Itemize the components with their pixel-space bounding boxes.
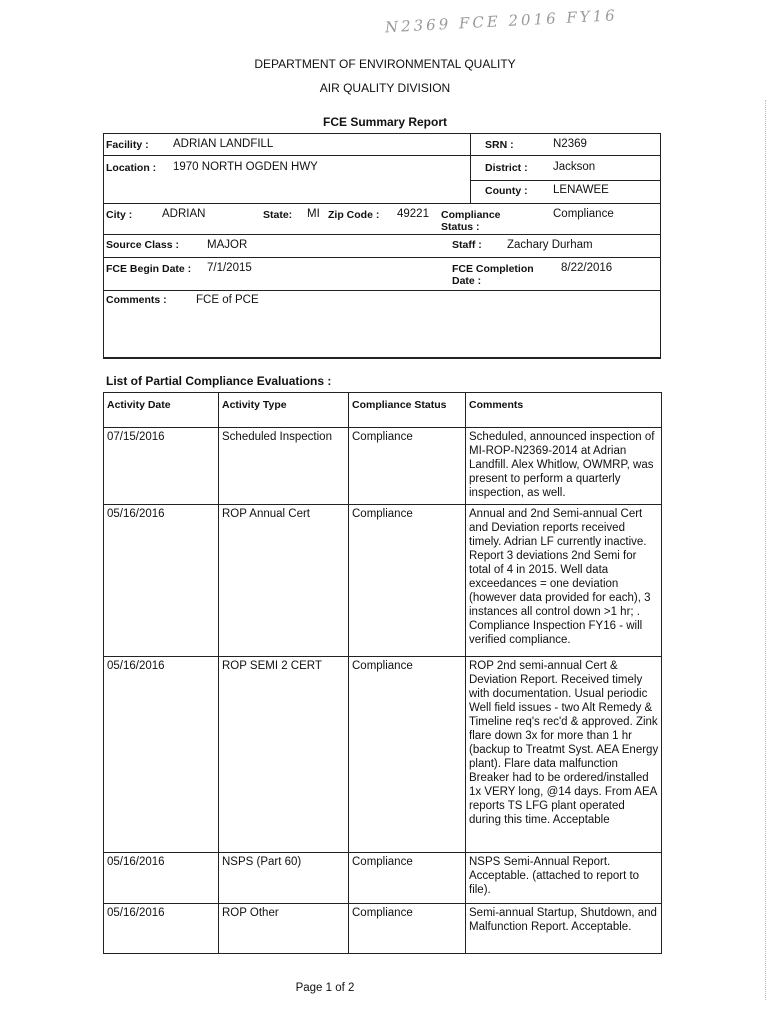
location-value: 1970 NORTH OGDEN HWY (173, 161, 318, 173)
division-heading: AIR QUALITY DIVISION (319, 81, 451, 95)
compliance-status-label-2: Status : (441, 221, 480, 233)
activity-type-cell: ROP Annual Cert (219, 505, 349, 657)
table-row (104, 428, 662, 505)
fce-begin-date-label: FCE Begin Date : (106, 263, 192, 275)
compliance-status-cell: Compliance (349, 505, 466, 657)
comments-value: FCE of PCE (196, 294, 259, 306)
table-row (104, 853, 662, 904)
compliance-status-cell: Compliance (349, 657, 466, 853)
activity-type-cell: NSPS (Part 60) (219, 853, 349, 904)
activity-date-cell: 07/15/2016 (104, 428, 219, 505)
city-value: ADRIAN (162, 208, 206, 220)
department-heading: DEPARTMENT OF ENVIRONMENTAL QUALITY (254, 57, 516, 71)
srn-label: SRN : (485, 139, 514, 151)
fce-completion-value: 8/22/2016 (561, 262, 613, 274)
table-row (104, 505, 662, 657)
comments-cell: Semi-annual Startup, Shutdown, and Malfunction Report. Acceptable. (466, 904, 662, 954)
comments-cell: NSPS Semi-Annual Report. Acceptable. (attached to report to file). (466, 853, 662, 904)
fce-completion-label-2: Date : (452, 275, 482, 287)
fce-completion-label: FCE Completion (452, 263, 534, 275)
compliance-status-value: Compliance (553, 208, 614, 220)
table-row (104, 904, 662, 954)
comments-cell: Annual and 2nd Semi-annual Cert and Deviation reports received timely. Adrian LF currently inactive. Report 3 deviations 2nd Semi for total of 4 in 2015. Well data exceedances = one deviation (however data provided for each), 3 instances all control down >1 hr; . Compliance Inspection FY16 - will verified compliance. (466, 505, 662, 657)
staff-label: Staff : (452, 239, 482, 251)
scan-edge-artifact (759, 100, 766, 1000)
activity-date-cell: 05/16/2016 (104, 853, 219, 904)
city-label: City : (106, 209, 133, 221)
column-header-activity-type: Activity Type (219, 393, 349, 428)
district-value: Jackson (553, 161, 596, 173)
fce-begin-date-value: 7/1/2015 (207, 262, 252, 274)
pce-header-row (104, 393, 662, 428)
column-header-comments: Comments (466, 393, 662, 428)
activity-type-cell: ROP Other (219, 904, 349, 954)
facility-label: Facility : (106, 139, 149, 151)
district-label: District : (485, 162, 528, 174)
facility-value: ADRIAN LANDFILL (173, 138, 274, 150)
compliance-status-label: Compliance (441, 209, 501, 221)
comments-cell: Scheduled, announced inspection of MI-ROP-N2369-2014 at Adrian Landfill. Alex Whitlow, OWMRP, was present to perform a quarterly inspection, as well. (466, 428, 662, 505)
activity-date-cell: 05/16/2016 (104, 505, 219, 657)
county-value: LENAWEE (553, 184, 609, 196)
pce-table (103, 392, 662, 954)
state-label: State: (263, 209, 293, 221)
staff-value: Zachary Durham (507, 239, 593, 251)
facility-summary-box (103, 133, 661, 359)
page-number: Page 1 of 2 (295, 982, 355, 994)
report-title: FCE Summary Report (322, 115, 448, 129)
activity-type-cell: Scheduled Inspection (219, 428, 349, 505)
column-header-compliance-status: Compliance Status (349, 393, 466, 428)
compliance-status-cell: Compliance (349, 428, 466, 505)
state-value: MI (307, 208, 320, 220)
pce-section-title: List of Partial Compliance Evaluations : (106, 374, 332, 388)
compliance-status-cell: Compliance (349, 904, 466, 954)
activity-type-cell: ROP SEMI 2 CERT (219, 657, 349, 853)
zip-value: 49221 (397, 208, 429, 220)
location-label: Location : (106, 162, 157, 174)
table-row (104, 657, 662, 853)
activity-date-cell: 05/16/2016 (104, 657, 219, 853)
activity-date-cell: 05/16/2016 (104, 904, 219, 954)
handwritten-annotation: N2369 FCE 2016 FY16 (384, 6, 619, 37)
source-class-label: Source Class : (106, 239, 179, 251)
zip-label: Zip Code : (328, 209, 380, 221)
compliance-status-cell: Compliance (349, 853, 466, 904)
source-class-value: MAJOR (207, 239, 248, 251)
comments-label: Comments : (106, 294, 167, 306)
comments-cell: ROP 2nd semi-annual Cert & Deviation Report. Received timely with documentation. Usual periodic Well field issues - two Alt Remedy & Timeline req's rec'd & approved. Zink flare down 3x for more than 1 hr (backup to Treatmt Syst. AEA Energy plant). Flare data malfunction Breaker had to be ordered/installed 1x VERY long, @14 days. From AEA reports TS LFG plant operated during this time. Acceptable (466, 657, 662, 853)
column-header-activity-date: Activity Date (104, 393, 219, 428)
srn-value: N2369 (553, 138, 587, 150)
county-label: County : (485, 185, 528, 197)
